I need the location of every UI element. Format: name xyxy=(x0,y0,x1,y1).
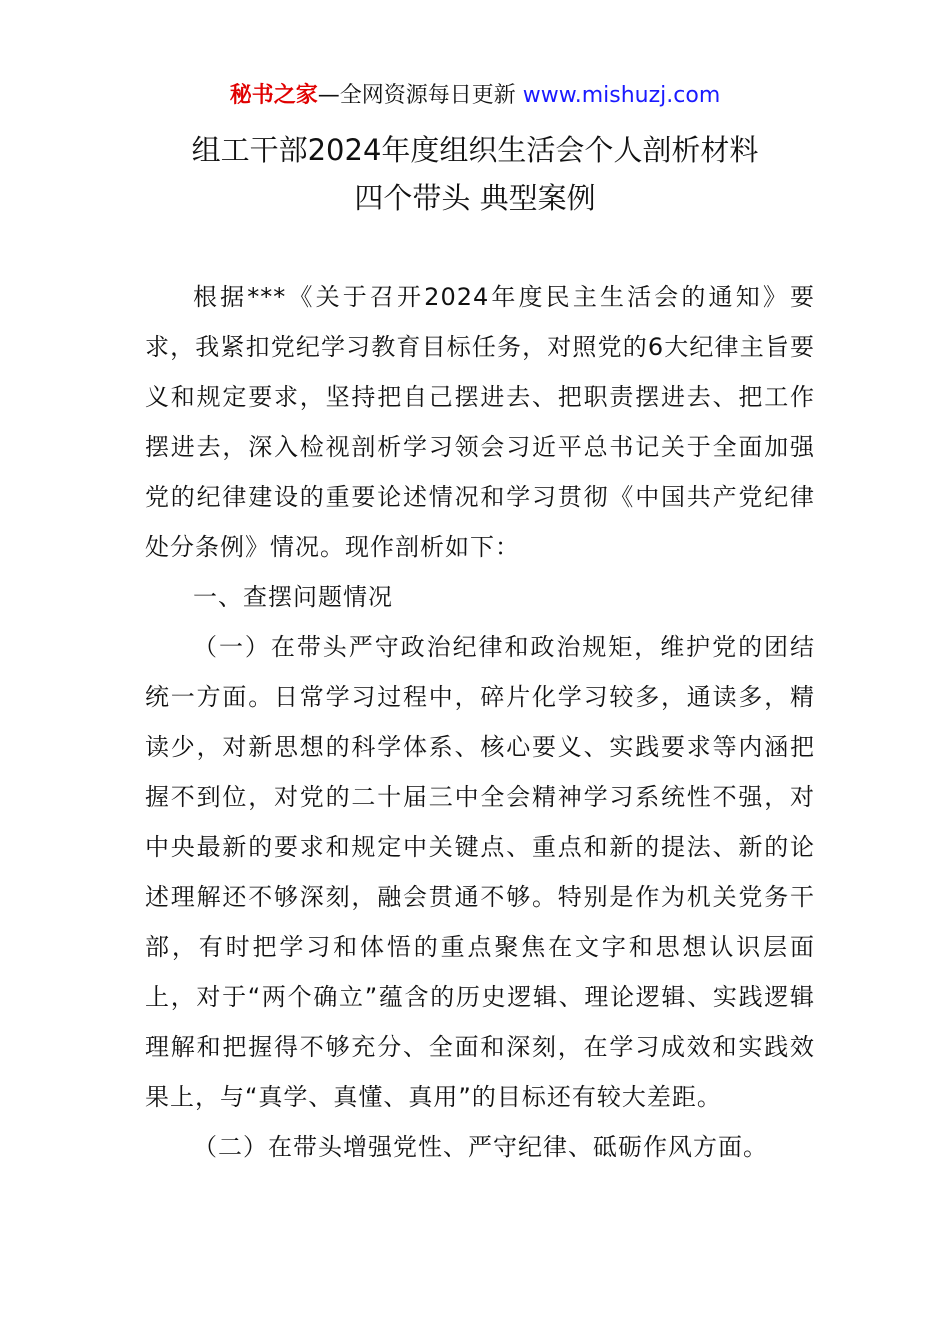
paragraph-intro: 根据***《关于召开2024年度民主生活会的通知》要求，我紧扣党纪学习教育目标任务，对照党的6大纪律主旨要义和规定要求，坚持把自己摆进去、把职责摆进去、把工作摆进去，深入检视剖析学习领会习近平总书记关于全面加强党的纪律建设的重要论述情况和学习贯彻《中国共产党纪律处分条例》情况。现作剖析如下： xyxy=(145,283,815,561)
paragraph-item-1: （一）在带头严守政治纪律和政治规矩，维护党的团结统一方面。日常学习过程中，碎片化学习较多，通读多，精读少，对新思想的科学体系、核心要义、实践要求等内涵把握不到位，对党的二十届三中全会精神学习系统性不强，对中央最新的要求和规定中关键点、重点和新的提法、新的论述理解还不够深刻，融会贯通不够。特别是作为机关党务干部，有时把学习和体悟的重点聚焦在文字和思想认识层面上，对于“两个确立”蕴含的历史逻辑、理论逻辑、实践逻辑理解和把握得不够充分、全面和深刻，在学习成效和实践效果上，与“真学、真懂、真用”的目标还有较大差距。 xyxy=(145,633,815,1111)
document-title-line2: 四个带头 典型案例 xyxy=(354,181,596,215)
paragraph-item-2: （二）在带头增强党性、严守纪律、砥砺作风方面。 xyxy=(193,1133,768,1161)
document-body xyxy=(145,272,815,1172)
header-banner xyxy=(0,80,950,112)
site-url-link[interactable]: www.mishuzj.com xyxy=(522,83,721,108)
document-title-line1: 组工干部2024年度组织生活会个人剖析材料 xyxy=(191,133,759,167)
brand-tagline: —全网资源每日更新 xyxy=(317,83,523,108)
brand-name: 秘书之家 xyxy=(229,83,318,108)
section-heading: 一、查摆问题情况 xyxy=(193,583,393,611)
